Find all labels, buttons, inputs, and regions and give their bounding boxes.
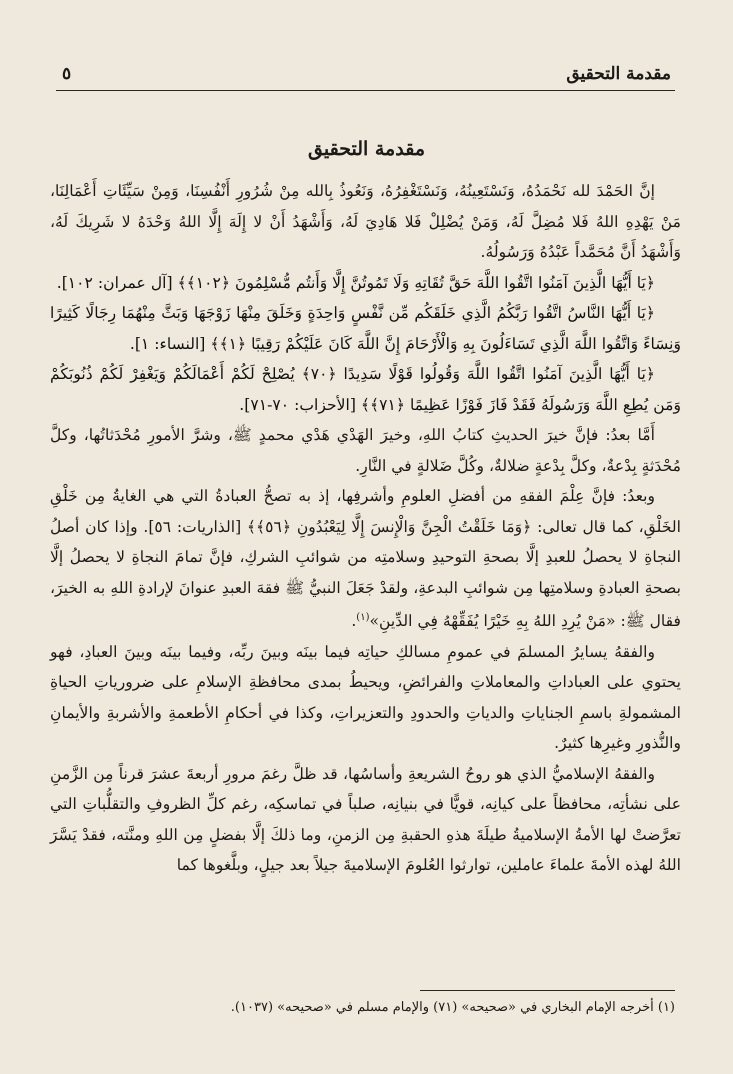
paragraph-fiqh-virtue: وبعدُ: فإنَّ عِلْمَ الفقهِ من أفضلِ العلومِ وأشرفِها، إذ به تصحُّ العبادةُ التي هي الغايةُ مِن خَلْقِ الخَلْقِ، كما قال تعالى: ﴿وَمَا خَلَقْتُ الْجِنَّ وَالْإِنسَ إِلَّا لِيَعْبُدُونِ ﴿٥٦﴾﴾ [الذاريات: ٥٦]. وإذا كان أصلُ النجاةِ لا يحصلُ للعبدِ إلَّا بصحةِ التوحيدِ وسلامتِه من شوائبِ الشركِ، فإنَّ تمامَ النجاةِ لا يحصلُ إلَّا بصحةِ العبادةِ وسلامتِها مِن شوائبِ البدعةِ، ولقدْ جَعَلَ النبيُّ ﷺ فقهَ العبدِ عنوانَ لإرادةِ اللهِ به الخيرَ، فقال ﷺ: «مَنْ يُرِدِ اللهُ بِهِ خَيْرًا يُفَقِّهْهُ فِي الدِّينِ»$^{(١)}$. <box>50 487 681 631</box>
paragraph-fiqh-history: والفقهُ الإسلاميُّ الذي هو روحُ الشريعةِ وأساسُها، قد ظلَّ رغمَ مرورِ أربعةَ عشرَ قرناً مِن الزَّمنِ على نشأتِه، محافظاً على كيانِه، قويًّا في بنيانِه، صلباً في تماسكِه، رغم كلِّ الظروفِ والتقلُّباتِ التي تعرَّضتْ لها الأمةُ الإسلاميةُ طيلَةَ هذهِ الحقبةِ مِن الزمنِ، وما ذلكَ إلَّا بفضلٍ مِن اللهِ ومنَّته، فقدْ يَسَّرَ اللهُ لهذه الأمةَ علماءَ عاملين، توارثوا العُلومَ الإسلاميةَ جيلاً بعد جيلٍ، وبلَّغوها كما <box>50 764 681 875</box>
chapter-title: مقدمة التحقيق <box>308 138 425 160</box>
footnote-marker: (١) <box>356 612 370 623</box>
body-text <box>50 176 681 881</box>
paragraph-amma-bad: أَمَّا بعدُ: فإنَّ خيرَ الحديثِ كتابُ اللهِ، وخيرَ الهَدْي هَدْي محمدٍ ﷺ، وشرَّ الأمورِ مُحْدَثاتُها، وكلَّ مُحْدَثةٍ بِدْعةٌ، وكلَّ بِدْعةٍ ضلالةٌ، وكُلَّ ضَلالةٍ في النَّارِ. <box>50 426 681 475</box>
paragraph-verse-al-ahzab: ﴿يَا أَيُّهَا الَّذِينَ آمَنُوا اتَّقُوا اللَّهَ وَقُولُوا قَوْلًا سَدِيدًا ﴿٧٠﴾ يُصْلِحْ لَكُمْ أَعْمَالَكُمْ وَيَغْفِرْ لَكُمْ ذُنُوبَكُمْ وَمَن يُطِعِ اللَّهَ وَرَسُولَهُ فَقَدْ فَازَ فَوْزًا عَظِيمًا ﴿٧١﴾﴾ [الأحزاب: ٧٠-٧١]. <box>50 365 681 414</box>
paragraph-fiqh-scope: والفقهُ يسايرُ المسلمَ في عمومِ مسالكِ حياتِه فيما بينَه وبينَ ربِّه، وفيما بينَه وبينَ العبادِ، فهو يحتوي على العباداتِ والمعاملاتِ والفرائضِ، ويحيطُ بمدى محافظةِ الإسلامِ على ضرورياتِ الحياةِ المشمولةِ باسمِ الجناياتِ والدياتِ والحدودِ والتعزيراتِ، وكذا في أحكامِ الأطعمةِ والأشربةِ والأيمانِ والنُّذورِ وغيرِها كثيرٌ. <box>50 642 681 753</box>
page-number: ٥ <box>62 64 72 84</box>
header-section-title: مقدمة التحقيق <box>566 64 671 84</box>
header-divider <box>56 90 675 91</box>
paragraph-verse-al-imran: ﴿يَا أَيُّهَا الَّذِينَ آمَنُوا اتَّقُوا اللَّهَ حَقَّ تُقَاتِهِ وَلَا تَمُوتُنَّ إِلَّا وَأَنتُم مُّسْلِمُونَ ﴿١٠٢﴾﴾ [آل عمران: ١٠٢]. <box>56 273 655 292</box>
paragraph-fiqh-virtue-text: وبعدُ: فإنَّ عِلْمَ الفقهِ من أفضلِ العلومِ وأشرفِها، إذ به تصحُّ العبادةُ التي هي الغايةُ مِن خَلْقِ الخَلْقِ، كما قال تعالى: ﴿وَمَا خَلَقْتُ الْجِنَّ وَالْإِنسَ إِلَّا لِيَعْبُدُونِ ﴿٥٦﴾﴾ [الذاريات: ٥٦]. وإذا كان أصلُ النجاةِ لا يحصلُ للعبدِ إلَّا بصحةِ التوحيدِ وسلامتِه من شوائبِ الشركِ، فإنَّ تمامَ النجاةِ لا يحصلُ إلَّا بصحةِ العبادةِ وسلامتِها مِن شوائبِ البدعةِ، ولقدْ جَعَلَ النبيُّ ﷺ فقهَ العبدِ عنوانَ لإرادةِ اللهِ به الخيرَ، فقال ﷺ: «مَنْ يُرِدِ اللهُ بِهِ خَيْرًا يُفَقِّهْهُ فِي الدِّينِ» <box>50 487 681 631</box>
paragraph-verse-an-nisa: ﴿يَا أَيُّهَا النَّاسُ اتَّقُوا رَبَّكُمُ الَّذِي خَلَقَكُم مِّن نَّفْسٍ وَاحِدَةٍ وَخَلَقَ مِنْهَا زَوْجَهَا وَبَثَّ مِنْهُمَا رِجَالًا كَثِيرًا وَنِسَاءً وَاتَّقُوا اللَّهَ الَّذِي تَسَاءَلُونَ بِهِ وَالْأَرْحَامَ إِنَّ اللَّهَ كَانَ عَلَيْكُمْ رَقِيبًا ﴿١﴾﴾ [النساء: ١]. <box>50 304 681 353</box>
footnote: (١) أخرجه الإمام البخاري في «صحيحه» (٧١) والإمام مسلم في «صحيحه» (١٠٣٧). <box>230 1000 675 1015</box>
footnote-divider <box>420 990 675 991</box>
paragraph-opening: إنَّ الحَمْدَ لله نَحْمَدُهُ، وَنَسْتَعِينُهُ، وَنَسْتَغْفِرُهُ، وَنَعُوذُ بِالله مِنْ شُرُورِ أَنْفُسِنَا، وَمِنْ سَيِّئَاتِ أَعْمَالِنَا، مَنْ يَهْدِهِ اللهُ فَلا مُضِلَّ لَهُ، وَمَنْ يُضْلِلْ فَلا هَادِيَ لَهُ، وَأَشْهَدُ أَنْ لا إِلَهَ إِلَّا اللهُ وَحْدَهُ لا شَرِيكَ لَهُ، وَأَشْهَدُ أَنَّ مُحَمَّداً عَبْدُهُ وَرَسُولُهُ. <box>50 182 681 261</box>
running-header <box>62 60 671 88</box>
